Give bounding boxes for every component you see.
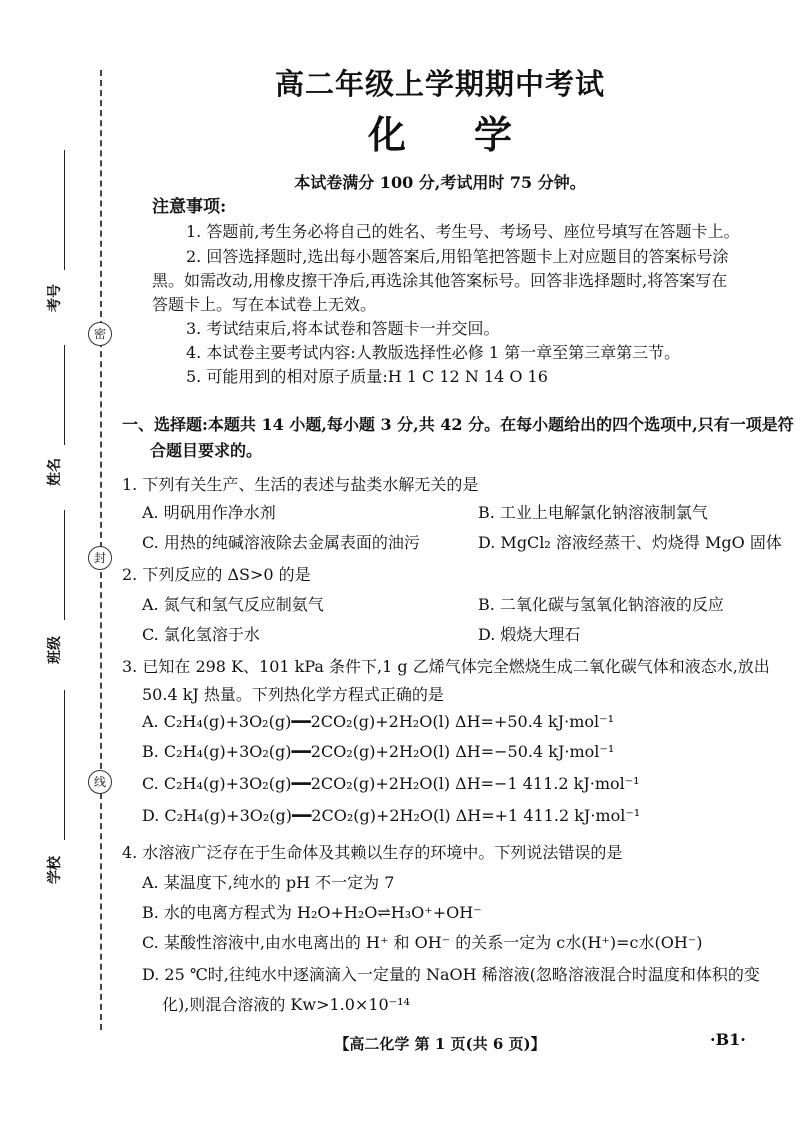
q1-option-b: B. 工业上电解氯化钠溶液制氯气 — [478, 503, 708, 522]
seal-mark-xian: 线 — [88, 770, 112, 794]
q3-option-a: A. C₂H₄(g)+3O₂(g)━━2CO₂(g)+2H₂O(l) ΔH=+50.4 kJ·mol⁻¹ — [142, 712, 615, 731]
label-exam-number: 考号 — [47, 284, 63, 312]
q1-option-c: C. 用热的纯碱溶液除去金属表面的油污 — [142, 533, 420, 552]
q3-option-c: C. C₂H₄(g)+3O₂(g)━━2CO₂(g)+2H₂O(l) ΔH=−1 411.2 kJ·mol⁻¹ — [142, 774, 640, 793]
subject-char-2: 学 — [474, 112, 513, 157]
notice-line-7: 5. 可能用到的相对原子质量:H 1 C 12 N 14 O 16 — [186, 367, 548, 386]
q2-stem: 2. 下列反应的 ΔS>0 的是 — [122, 565, 311, 584]
notice-line-1: 1. 答题前,考生务必将自己的姓名、考生号、考场号、座位号填写在答题卡上。 — [186, 222, 740, 241]
q3-stem-1: 3. 已知在 298 K、101 kPa 条件下,1 g 乙烯气体完全燃烧生成二氧化碳气体和液态水,放出 — [122, 657, 770, 676]
q3-stem-2: 50.4 kJ 热量。下列热化学方程式正确的是 — [142, 685, 444, 704]
q3-option-d: D. C₂H₄(g)+3O₂(g)━━2CO₂(g)+2H₂O(l) ΔH=+1 411.2 kJ·mol⁻¹ — [142, 806, 641, 825]
school-field — [64, 690, 65, 840]
subject-title — [0, 104, 800, 159]
section1-instruction-1: 一、选择题:本题共 14 小题,每小题 3 分,共 42 分。在每小题给出的四个选项中,只有一项是符 — [122, 415, 794, 434]
notice-heading: 注意事项: — [152, 197, 227, 217]
notice-line-5: 3. 考试结束后,将本试卷和答题卡一并交回。 — [186, 319, 500, 338]
exam-title: 高二年级上学期期中考试 — [274, 67, 605, 101]
label-name: 姓名 — [47, 458, 63, 486]
exam-code: ·B1· — [710, 1030, 746, 1049]
seal-mark-mi: 密 — [88, 322, 112, 346]
notice-line-3: 黑。如需改动,用橡皮擦干净后,再选涂其他答案标号。回答非选择题时,将答案写在 — [152, 271, 728, 290]
q2-option-b: B. 二氧化碳与氢氧化钠溶液的反应 — [478, 595, 724, 614]
page-footer: 【高二化学 第 1 页(共 6 页)】 — [334, 1035, 546, 1053]
class-field — [64, 510, 65, 620]
notice-line-4: 答题卡上。写在本试卷上无效。 — [152, 295, 377, 314]
exam-number-field — [64, 150, 65, 270]
q1-stem: 1. 下列有关生产、生活的表述与盐类水解无关的是 — [122, 475, 479, 494]
q3-option-b: B. C₂H₄(g)+3O₂(g)━━2CO₂(g)+2H₂O(l) ΔH=−50.4 kJ·mol⁻¹ — [142, 742, 615, 761]
q4-option-c: C. 某酸性溶液中,由水电离出的 H⁺ 和 OH⁻ 的关系一定为 c水(H⁺)=c水(OH⁻) — [142, 933, 703, 952]
label-school: 学校 — [47, 856, 63, 884]
q4-option-d-line1: D. 25 ℃时,往纯水中逐滴滴入一定量的 NaOH 稀溶液(忽略溶液混合时温度和体积的变 — [142, 965, 760, 984]
seal-mark-feng: 封 — [88, 546, 112, 570]
q4-option-a: A. 某温度下,纯水的 pH 不一定为 7 — [142, 873, 395, 892]
q4-option-d-line2: 化),则混合溶液的 Kw>1.0×10⁻¹⁴ — [162, 995, 410, 1014]
subject-char-1: 化 — [367, 112, 406, 157]
section1-instruction-2: 合题目要求的。 — [150, 441, 263, 460]
q2-option-c: C. 氯化氢溶于水 — [142, 625, 260, 644]
q2-option-a: A. 氮气和氢气反应制氨气 — [142, 595, 324, 614]
q1-option-a: A. 明矾用作净水剂 — [142, 503, 276, 522]
q2-option-d: D. 煅烧大理石 — [478, 625, 581, 644]
notice-line-6: 4. 本试卷主要考试内容:人教版选择性必修 1 第一章至第三章第三节。 — [186, 343, 681, 362]
name-field — [64, 345, 65, 445]
exam-subtitle: 本试卷满分 100 分,考试用时 75 分钟。 — [294, 173, 586, 192]
label-class: 班级 — [47, 636, 63, 664]
q1-option-d: D. MgCl₂ 溶液经蒸干、灼烧得 MgO 固体 — [478, 533, 782, 552]
notice-line-2: 2. 回答选择题时,选出每小题答案后,用铅笔把答题卡上对应题目的答案标号涂 — [186, 247, 729, 266]
q4-option-b: B. 水的电离方程式为 H₂O+H₂O⇌H₃O⁺+OH⁻ — [142, 903, 482, 922]
q4-stem: 4. 水溶液广泛存在于生命体及其赖以生存的环境中。下列说法错误的是 — [122, 843, 623, 862]
